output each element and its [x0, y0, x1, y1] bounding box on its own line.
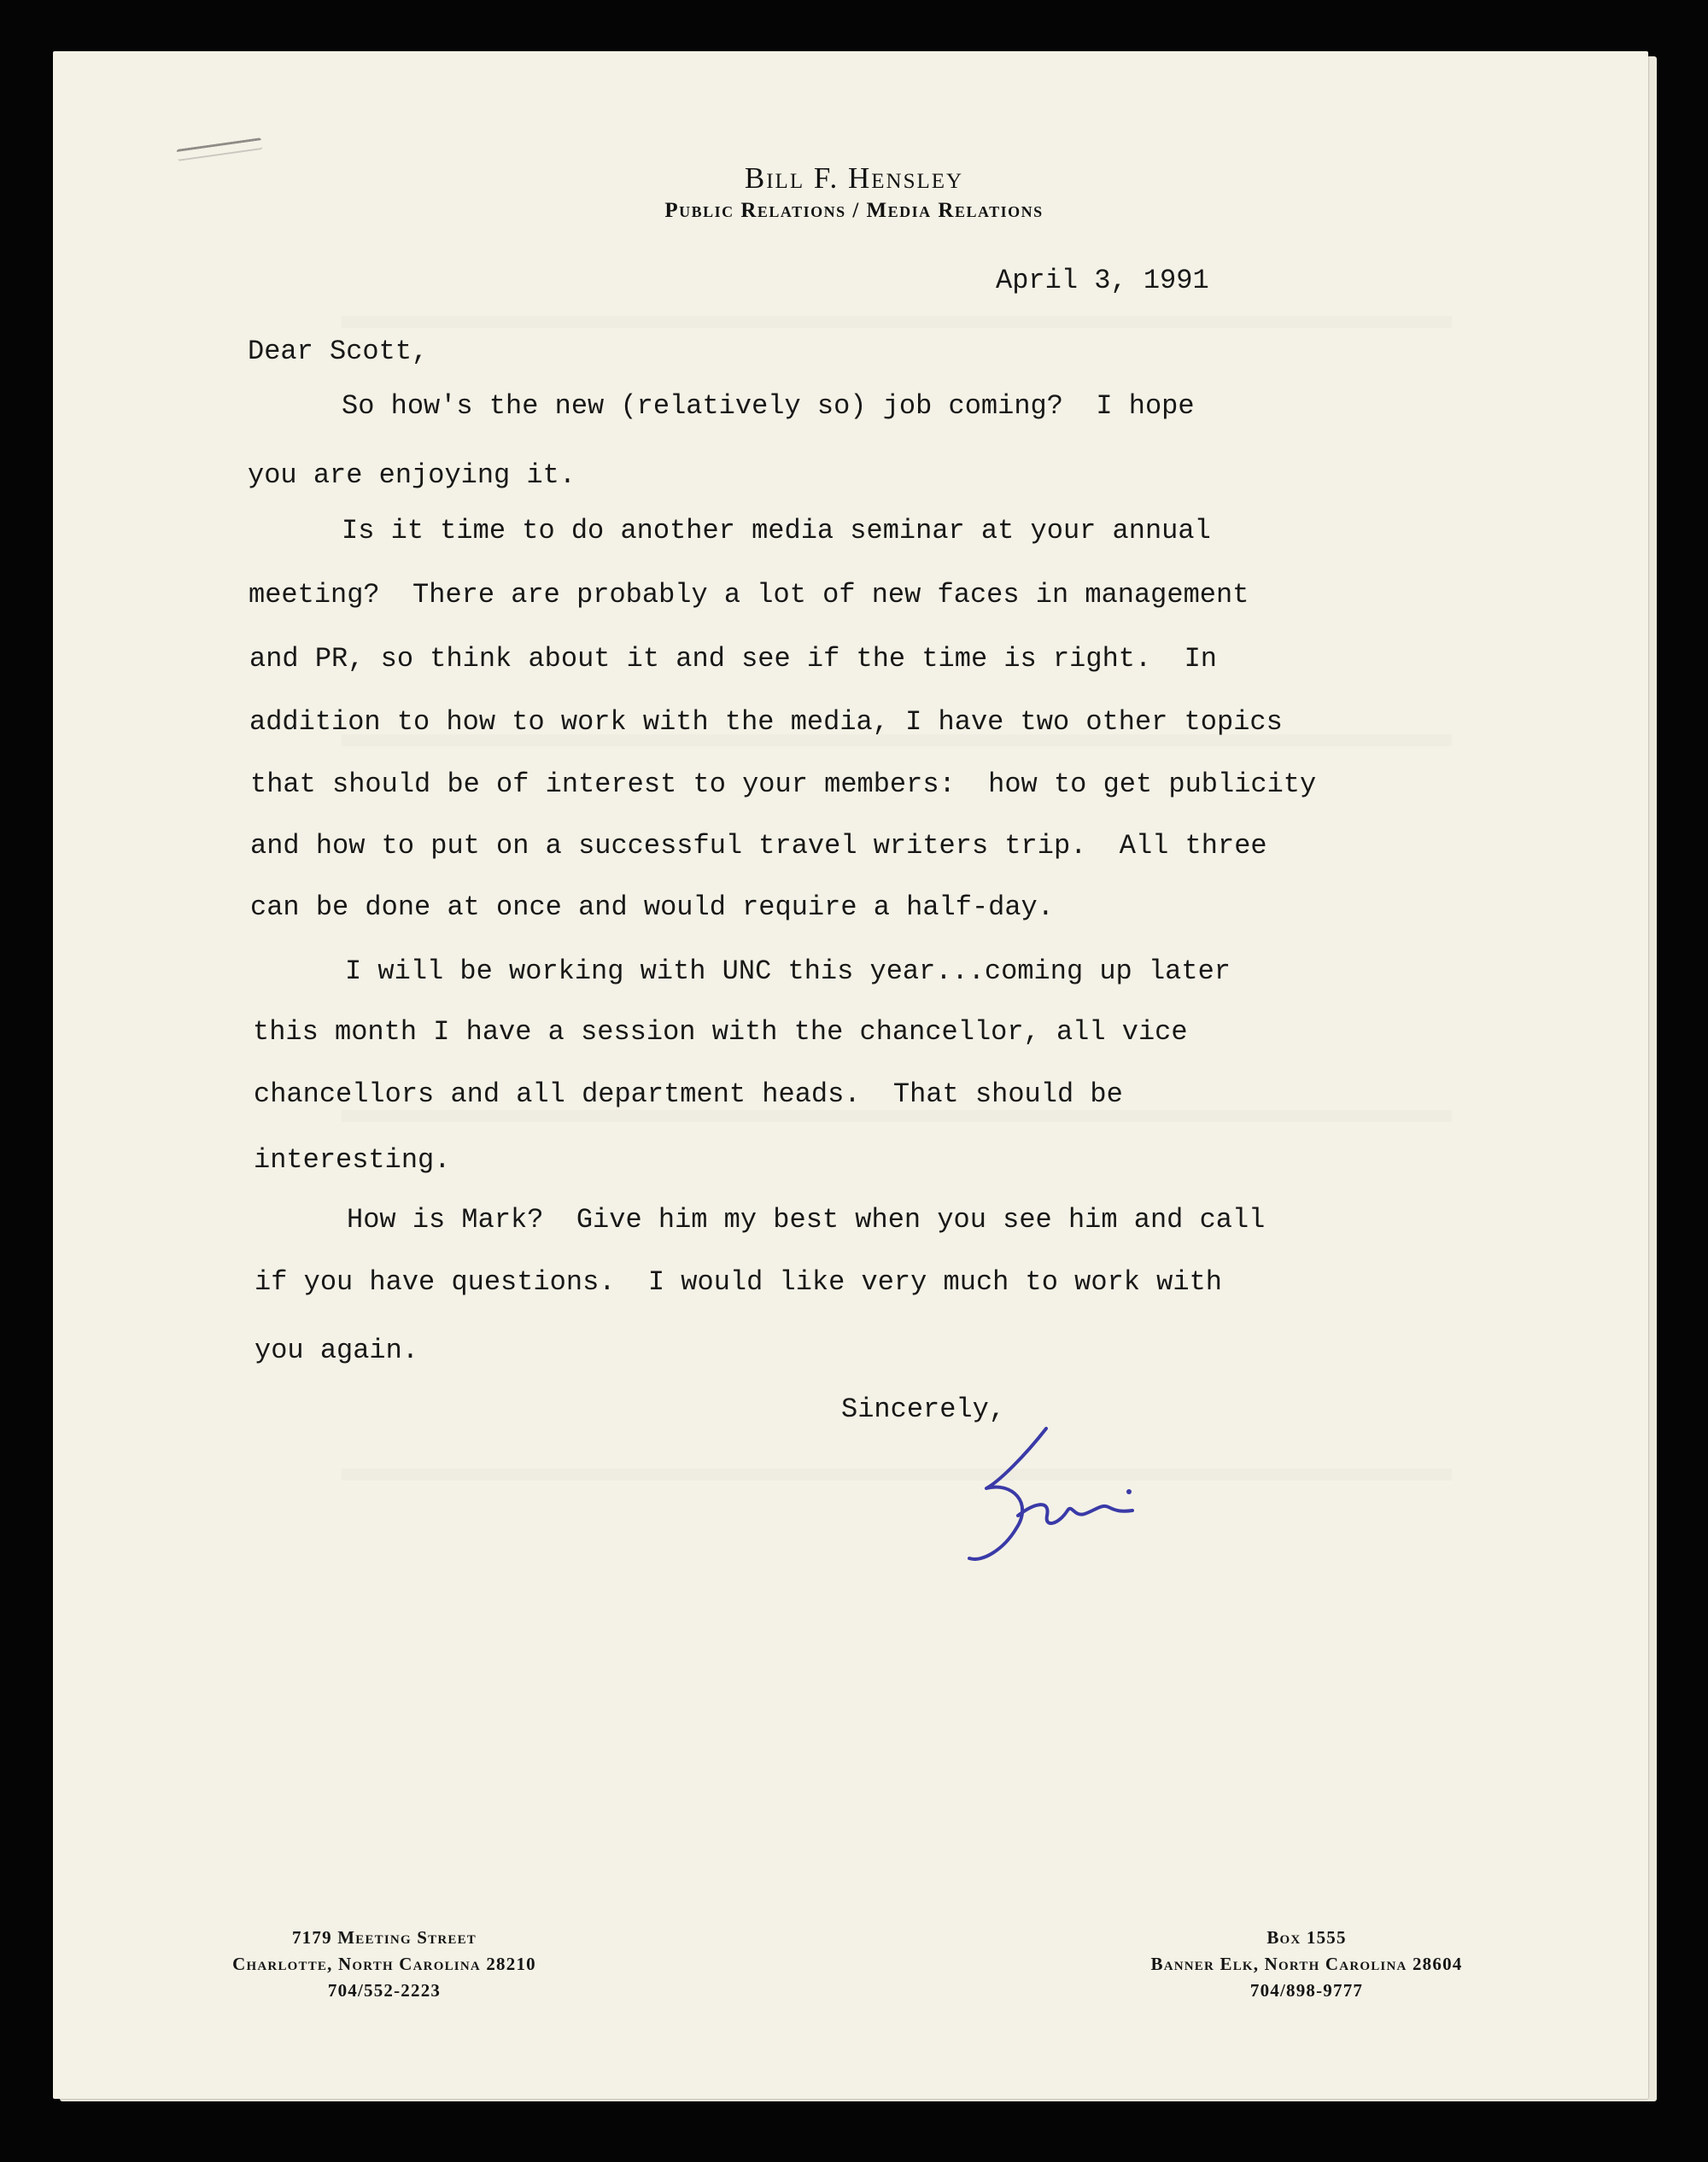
footer-street: 7179 Meeting Street	[291, 1927, 477, 1948]
letter-line: Is it time to do another media seminar at your annual	[342, 515, 1211, 546]
letter-closing: Sincerely,	[841, 1394, 1006, 1425]
letter-line: interesting.	[254, 1144, 451, 1176]
letter-line: this month I have a session with the chancellor, all vice	[253, 1016, 1188, 1048]
footer-address-banner-elk	[1085, 1925, 1529, 2004]
letter-line: I will be working with UNC this year...coming up later	[345, 955, 1231, 987]
bleed-through-line	[342, 1110, 1452, 1122]
letter-line: you are enjoying it.	[248, 459, 576, 491]
letter-line: How is Mark? Give him my best when you see him and call	[347, 1204, 1266, 1236]
letter-line: and how to put on a successful travel writers trip. All three	[250, 830, 1267, 862]
letter-line: meeting? There are probably a lot of new faces in management	[249, 579, 1249, 611]
bleed-through-line	[342, 1469, 1452, 1481]
letter-salutation: Dear Scott,	[248, 336, 429, 367]
letter-line: if you have questions. I would like very much to work with	[254, 1266, 1222, 1298]
letter-line: So how's the new (relatively so) job coming? I hope	[342, 390, 1195, 422]
footer-address-charlotte	[162, 1925, 606, 2004]
footer-street: Box 1555	[1266, 1927, 1347, 1948]
letter-line: addition to how to work with the media, I have two other topics	[249, 706, 1283, 738]
footer-city: Charlotte, North Carolina 28210	[232, 1954, 536, 1974]
letter-date: April 3, 1991	[996, 265, 1209, 296]
signature-image	[965, 1422, 1153, 1575]
footer-phone: 704/552-2223	[327, 1980, 442, 2001]
letterhead-name: Bill F. Hensley	[744, 161, 964, 195]
bleed-through-line	[342, 316, 1452, 328]
footer-city: Banner Elk, North Carolina 28604	[1150, 1954, 1463, 1974]
staple-mark	[177, 137, 263, 161]
letter-line: can be done at once and would require a half-day.	[250, 891, 1054, 923]
letter-line: that should be of interest to your members: how to get publicity	[250, 768, 1317, 800]
letterhead-subtitle: Public Relations / Media Relations	[664, 199, 1044, 222]
letter-line: and PR, so think about it and see if the time is right. In	[249, 643, 1217, 675]
letter-line: you again.	[254, 1335, 419, 1366]
letter-line: chancellors and all department heads. That should be	[254, 1078, 1123, 1110]
footer-phone: 704/898-9777	[1249, 1980, 1364, 2001]
